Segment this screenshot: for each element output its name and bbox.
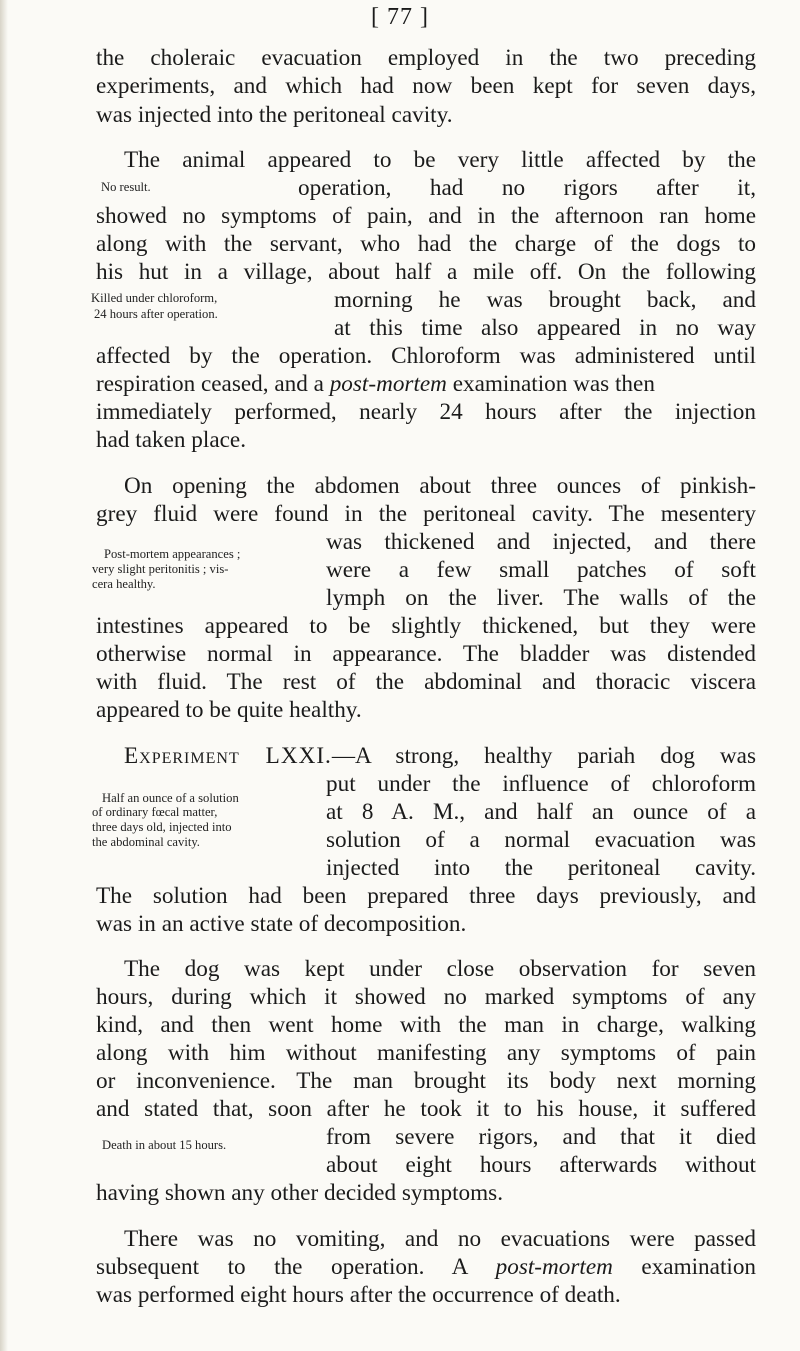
text-line: experiments, and which had now been kept for seven days, — [96, 73, 756, 99]
margin-note: Death in about 15 hours. — [102, 1138, 227, 1152]
text-line: along with him without manifesting any symptoms of pain — [96, 1040, 756, 1066]
text-line: was injected into the peritoneal cavity. — [96, 102, 453, 128]
text-line: appeared to be quite healthy. — [96, 697, 362, 723]
text-line: about eight hours afterwards without — [326, 1152, 756, 1178]
text-line: had taken place. — [96, 427, 246, 453]
text-line: was thickened and injected, and there — [326, 529, 756, 555]
text-line: subsequent to the operation. A post-mortem examination — [96, 1254, 757, 1280]
margin-note: of ordinary fœcal matter, — [92, 805, 218, 819]
margin-note: the abdominal cavity. — [92, 835, 200, 849]
text-line: put under the influence of chloroform — [326, 771, 756, 797]
text-line: or inconvenience. The man brought its body next morning — [96, 1068, 756, 1094]
margin-note: Killed under chloroform, — [91, 291, 218, 305]
margin-note: Half an ounce of a solution — [102, 791, 239, 805]
text-line: hours, during which it showed no marked symptoms of any — [96, 984, 756, 1010]
page-edge-shadow — [0, 0, 8, 1351]
text-line: kind, and then went home with the man in charge, walking — [96, 1012, 756, 1038]
text-line: lymph on the liver. The walls of the — [326, 585, 756, 611]
text-line: grey fluid were found in the peritoneal cavity. The mesentery — [96, 501, 756, 527]
text-line: On opening the abdomen about three ounces of pinkish- — [124, 473, 756, 499]
text-line: otherwise normal in appearance. The bladder was distended — [96, 641, 756, 667]
text-line: the choleraic evacuation employed in the two preceding — [96, 45, 756, 71]
text-line: solution of a normal evacuation was — [326, 827, 756, 853]
text-line: were a few small patches of soft — [326, 557, 756, 583]
text-line: The animal appeared to be very little affected by the — [124, 147, 756, 173]
text-line: at this time also appeared in no way — [334, 315, 756, 341]
text-line: The dog was kept under close observation for seven — [124, 956, 756, 982]
text-line: operation, had no rigors after it, — [298, 175, 756, 201]
margin-note: very slight peritonitis ; vis- — [92, 562, 229, 576]
text-line: his hut in a village, about half a mile off. On the following — [96, 259, 756, 285]
margin-note: 24 hours after operation. — [94, 307, 218, 321]
page-number: [ 77 ] — [371, 4, 429, 30]
text-line: was performed eight hours after the occurrence of death. — [96, 1282, 621, 1308]
text-line: from severe rigors, and that it died — [326, 1124, 756, 1150]
text-line: morning he was brought back, and — [334, 287, 756, 313]
text-line: showed no symptoms of pain, and in the afternoon ran home — [96, 203, 756, 229]
text-line: having shown any other decided symptoms. — [96, 1180, 504, 1206]
text-line: at 8 A. M., and half an ounce of a — [326, 799, 756, 825]
text-line: There was no vomiting, and no evacuations were passed — [124, 1226, 756, 1252]
text-line: affected by the operation. Chloroform was administered until — [96, 343, 756, 369]
text-line: The solution had been prepared three days previously, and — [96, 883, 756, 909]
margin-note: three days old, injected into — [92, 820, 232, 834]
experiment-heading: Experiment LXXI. — [124, 743, 332, 769]
text-line: and stated that, soon after he took it to his house, it suffered — [96, 1096, 756, 1122]
margin-note: cera healthy. — [92, 577, 156, 591]
text-line: injected into the peritoneal cavity. — [326, 855, 756, 881]
text-line: respiration ceased, and a post-mortem examination was then — [96, 371, 655, 397]
margin-note: Post-mortem appearances ; — [104, 547, 241, 561]
text-line: was in an active state of decomposition. — [96, 911, 467, 937]
text-line: intestines appeared to be slightly thickened, but they were — [96, 613, 756, 639]
text-line: along with the servant, who had the charge of the dogs to — [96, 231, 756, 257]
text-line: immediately performed, nearly 24 hours after the injection — [96, 399, 756, 425]
text-line: Experiment LXXI.—A strong, healthy pariah dog was — [124, 743, 756, 769]
margin-note: No result. — [101, 180, 151, 194]
text-line: with fluid. The rest of the abdominal and thoracic viscera — [96, 669, 756, 695]
